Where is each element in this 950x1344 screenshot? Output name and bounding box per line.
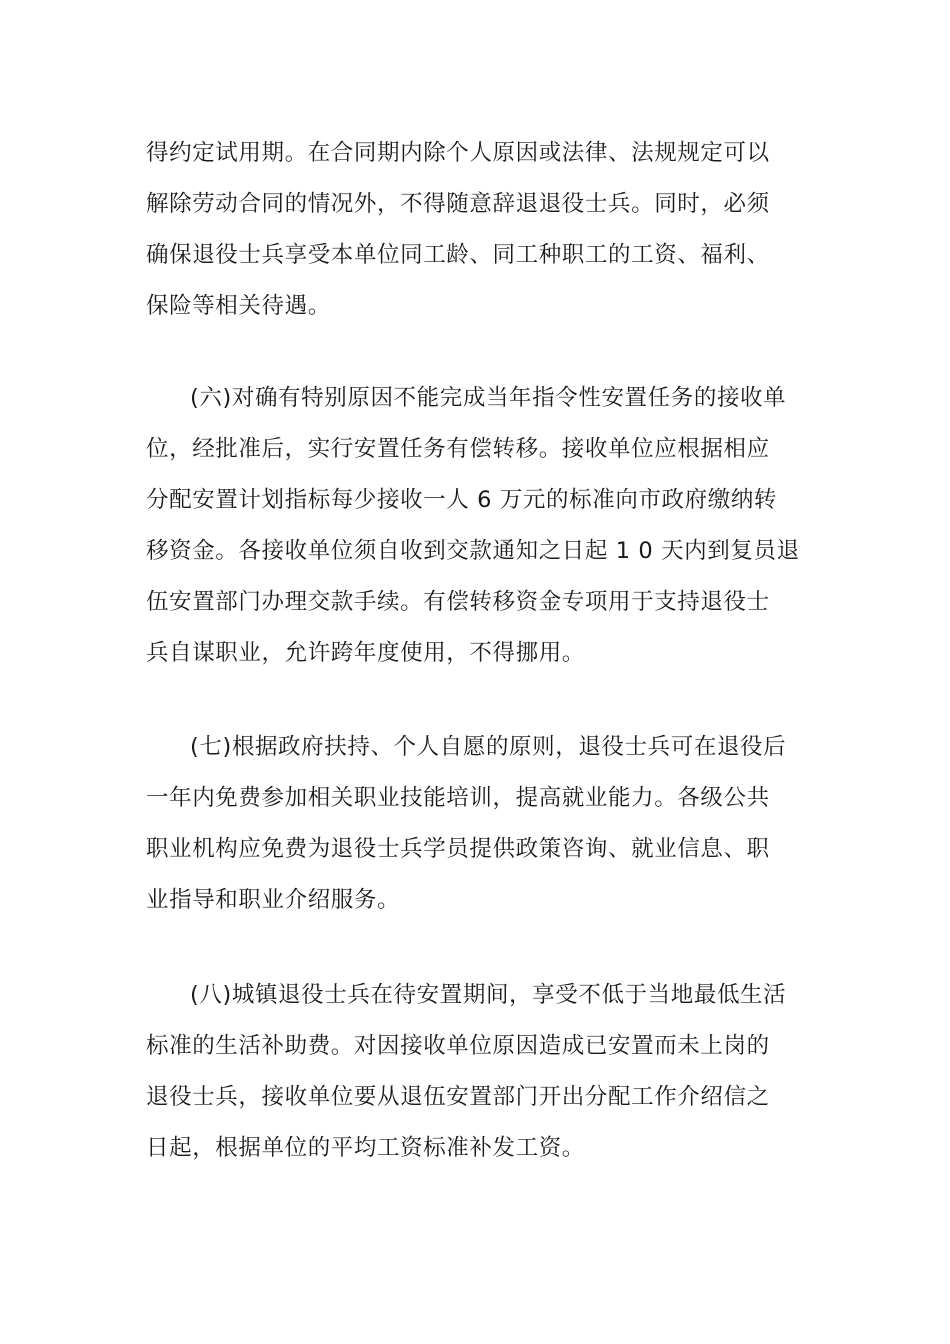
text-line: 兵自谋职业，允许跨年度使用，不得挪用。 bbox=[146, 640, 585, 666]
paragraph-item-seven bbox=[146, 722, 806, 926]
text-line: 位，经批准后，实行安置任务有偿转移。接收单位应根据相应 bbox=[146, 436, 770, 462]
text-line: 分配安置计划指标每少接收一人 6 万元的标准向市政府缴纳转 bbox=[146, 487, 778, 513]
text-line: 伍安置部门办理交款手续。有偿转移资金专项用于支持退役士 bbox=[146, 589, 770, 615]
paragraph-probation-continuation bbox=[146, 128, 806, 332]
text-line: 解除劳动合同的情况外，不得随意辞退退役士兵。同时，必须 bbox=[146, 191, 770, 217]
text-line: 退役士兵，接收单位要从退伍安置部门开出分配工作介绍信之 bbox=[146, 1084, 770, 1110]
text-line: (七)根据政府扶持、个人自愿的原则，退役士兵可在退役后 bbox=[190, 734, 787, 760]
text-line: (六)对确有特别原因不能完成当年指令性安置任务的接收单 bbox=[190, 385, 787, 411]
text-line: 一年内免费参加相关职业技能培训，提高就业能力。各级公共 bbox=[146, 785, 770, 811]
text-line: 职业机构应免费为退役士兵学员提供政策咨询、就业信息、职 bbox=[146, 836, 770, 862]
text-line: (八)城镇退役士兵在待安置期间，享受不低于当地最低生活 bbox=[190, 982, 787, 1008]
text-line: 日起，根据单位的平均工资标准补发工资。 bbox=[146, 1135, 585, 1161]
paragraph-item-six bbox=[146, 373, 806, 679]
text-line: 业指导和职业介绍服务。 bbox=[146, 887, 401, 913]
text-line: 移资金。各接收单位须自收到交款通知之日起 1 0 天内到复员退 bbox=[146, 538, 800, 564]
text-line: 确保退役士兵享受本单位同工龄、同工种职工的工资、福利、 bbox=[146, 242, 770, 268]
paragraph-item-eight bbox=[146, 970, 806, 1174]
text-line: 保险等相关待遇。 bbox=[146, 293, 331, 319]
text-line: 标准的生活补助费。对因接收单位原因造成已安置而未上岗的 bbox=[146, 1033, 770, 1059]
text-line: 得约定试用期。在合同期内除个人原因或法律、法规规定可以 bbox=[146, 140, 770, 166]
